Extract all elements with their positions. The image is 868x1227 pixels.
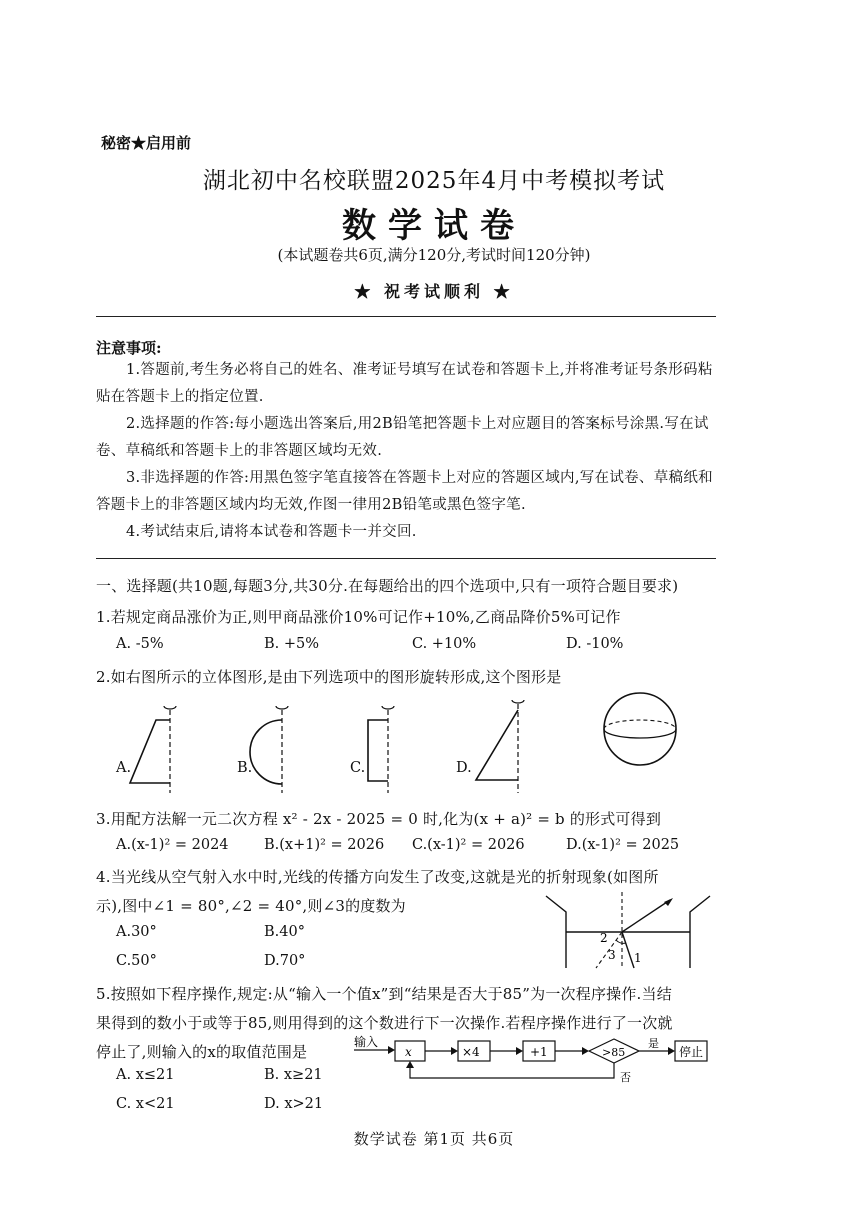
good-luck-line: ★ 祝考试顺利 ★	[354, 282, 514, 301]
flow-yes-label: 是	[648, 1037, 659, 1050]
q5-option-b: B. x≥21	[264, 1067, 323, 1083]
note-item: 1.答题前,考生务必将自己的姓名、准考证号填写在试卷和答题卡上,并将准考证号条形码粘贴在答题卡上的指定位置.	[96, 362, 713, 405]
question-5-stem-line2: 果得到的数小于或等于85,则用得到的这个数进行下一次操作.若程序操作进行了一次就	[96, 1014, 673, 1032]
q2-figure-c	[368, 706, 394, 793]
flow-add-text: +1	[530, 1045, 548, 1059]
q5-option-c: C. x<21	[116, 1096, 175, 1112]
q2-sphere-figure	[604, 693, 676, 765]
q2-label-a: A.	[116, 760, 132, 776]
flow-no-label: 否	[620, 1071, 631, 1084]
q4-option-c: C.50°	[116, 953, 157, 969]
subject-title: 数学试卷	[342, 206, 526, 246]
question-4-stem-line2: 示),图中∠1 = 80°,∠2 = 40°,则∠3的度数为	[96, 897, 406, 915]
notes-heading: 注意事项:	[96, 339, 162, 357]
refraction-figure	[540, 888, 720, 970]
exam-title: 湖北初中名校联盟2025年4月中考模拟考试	[202, 168, 666, 194]
angle-1-label: 1	[634, 951, 642, 965]
question-5-stem-line1: 5.按照如下程序操作,规定:从“输入一个值x”到“结果是否大于85”为一次程序操作.当结	[96, 985, 672, 1003]
q2-figure-a	[130, 706, 176, 793]
q4-option-b: B.40°	[264, 924, 305, 940]
q1-option-b: B. +5%	[264, 636, 320, 652]
q2-label-d: D.	[456, 760, 472, 776]
q3-option-d: D.(x-1)² = 2025	[566, 837, 680, 853]
flow-multiply-text: ×4	[462, 1045, 480, 1059]
divider-top	[96, 316, 716, 317]
q1-option-a: A. -5%	[116, 636, 164, 652]
q4-option-d: D.70°	[264, 953, 306, 969]
q5-option-d: D. x>21	[264, 1096, 324, 1112]
q2-label-c: C.	[350, 760, 366, 776]
confidential-mark: 秘密★启用前	[101, 134, 192, 152]
flow-x-text: x	[405, 1045, 412, 1059]
q3-option-c: C.(x-1)² = 2026	[412, 837, 525, 853]
q2-figure-b	[250, 706, 288, 793]
section-heading: 一、选择题(共10题,每题3分,共30分.在每题给出的四个选项中,只有一项符合题目要求)	[96, 577, 679, 595]
angle-2-label: 2	[600, 931, 608, 945]
question-1-stem: 1.若规定商品涨价为正,则甲商品涨价10%可记作+10%,乙商品降价5%可记作	[96, 608, 621, 626]
q1-option-d: D. -10%	[566, 636, 624, 652]
exam-info: (本试题卷共6页,满分120分,考试时间120分钟)	[277, 246, 591, 264]
flow-input-label: 输入	[354, 1035, 379, 1049]
program-flowchart	[350, 1034, 720, 1090]
page-footer: 数学试卷 第1页 共6页	[353, 1130, 515, 1148]
note-item: 4.考试结束后,请将本试卷和答题卡一并交回.	[126, 524, 417, 540]
q1-option-c: C. +10%	[412, 636, 477, 652]
note-item: 3.非选择题的作答:用黑色签字笔直接答在答题卡上对应的答题区域内,写在试卷、草稿纸和答题卡上的非答题区域内均无效,作图一律用2B铅笔或黑色签字笔.	[96, 470, 713, 513]
q3-option-a: A.(x-1)² = 2024	[116, 837, 229, 853]
q5-option-a: A. x≤21	[116, 1067, 175, 1083]
angle-3-label: 3	[608, 948, 616, 962]
question-5-stem-line3: 停止了,则输入的x的取值范围是	[96, 1043, 308, 1061]
note-item: 2.选择题的作答:每小题选出答案后,用2B铅笔把答题卡上对应题目的答案标号涂黑.写在试卷、草稿纸和答题卡上的非答题区域均无效.	[96, 416, 709, 459]
divider-bottom	[96, 558, 716, 559]
q4-option-a: A.30°	[116, 924, 157, 940]
flow-stop-text: 停止	[679, 1045, 704, 1059]
question-2-stem: 2.如右图所示的立体图形,是由下列选项中的图形旋转形成,这个图形是	[96, 668, 562, 686]
question-3-stem: 3.用配方法解一元二次方程 x² - 2x - 2025 = 0 时,化为(x + a)² = b 的形式可得到	[96, 810, 662, 828]
q2-figures	[96, 690, 716, 800]
q2-figure-d	[476, 700, 524, 793]
flow-compare-text: >85	[602, 1046, 626, 1059]
q2-label-b: B.	[237, 760, 253, 776]
question-4-stem-line1: 4.当光线从空气射入水中时,光线的传播方向发生了改变,这就是光的折射现象(如图所	[96, 868, 659, 886]
q3-option-b: B.(x+1)² = 2026	[264, 837, 385, 853]
